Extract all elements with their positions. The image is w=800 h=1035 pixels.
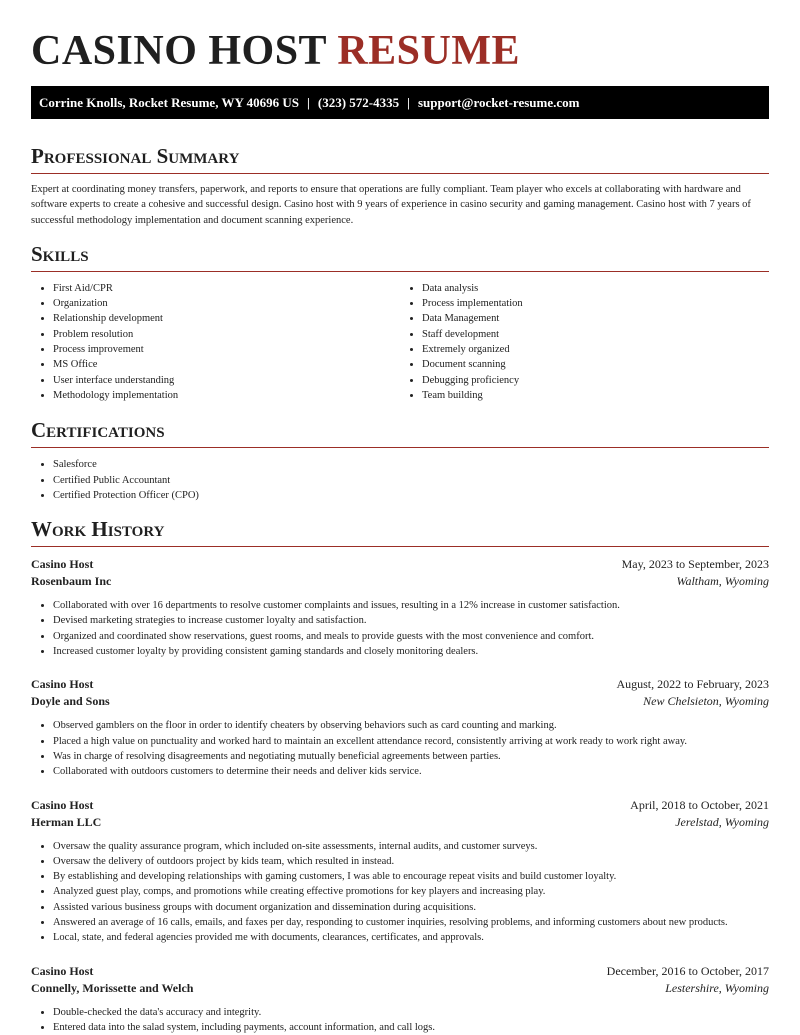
job-bullets xyxy=(31,839,769,946)
resume-title xyxy=(31,0,769,74)
job-title: Casino Host xyxy=(31,677,94,692)
job-dates: April, 2018 to October, 2021 xyxy=(630,797,769,812)
job-location: Waltham, Wyoming xyxy=(676,574,769,589)
job-bullets xyxy=(31,718,769,779)
job-company: Rosenbaum Inc xyxy=(31,574,112,589)
skills-heading: Skills xyxy=(31,241,769,272)
job-entry xyxy=(31,963,769,1035)
skill-item: • Data analysis xyxy=(422,281,769,296)
contact-email: support@rocket-resume.com xyxy=(418,94,580,110)
skill-item: • Extremely organized xyxy=(422,342,769,357)
skill-item: • Document scanning xyxy=(422,357,769,372)
work-history-heading: Work History xyxy=(31,516,769,547)
skill-item: • Relationship development xyxy=(53,311,400,326)
skill-item: • Methodology implementation xyxy=(53,388,400,403)
certification-item: • Certified Public Accountant xyxy=(53,473,769,488)
skill-item: • Process improvement xyxy=(53,342,400,357)
job-bullet: • Collaborated with over 16 departments to resolve customer complaints and issues, resulting in a 12% increase in customer satisfaction. xyxy=(53,598,769,613)
job-bullets xyxy=(31,598,769,659)
job-company-row xyxy=(31,693,769,710)
skill-item: • Team building xyxy=(422,388,769,403)
job-bullet: • Oversaw the quality assurance program, which included on-site assessments, internal audits, and customer surveys. xyxy=(53,839,769,854)
job-company-row xyxy=(31,573,769,590)
job-dates: August, 2022 to February, 2023 xyxy=(616,677,769,692)
skill-item: • Problem resolution xyxy=(53,327,400,342)
job-bullet: • Entered data into the salad system, including payments, account information, and call logs. xyxy=(53,1020,769,1035)
contact-phone: (323) 572-4335 xyxy=(317,94,400,110)
job-header-row xyxy=(31,556,769,573)
job-bullet: • Assisted various business groups with document organization and dissemination during acquisitions. xyxy=(53,900,769,915)
job-bullet: • Collaborated with outdoors customers to determine their needs and deliver kids service. xyxy=(53,764,769,779)
job-bullet: • Placed a high value on punctuality and worked hard to maintain an excellent attendance record, consistently arriving at work ready to work right away. xyxy=(53,734,769,749)
job-bullet: • Increased customer loyalty by providing consistent gaming standards and closely monitoring dealers. xyxy=(53,644,769,659)
job-company-row xyxy=(31,980,769,997)
summary-text: Expert at coordinating money transfers, paperwork, and reports to ensure that operations are fully compliant. Team player who excels at collaborating with hardware and software experts to create a cohesive and successful design. Casino host with 9 years of experience in casino security and gaming management. Casino host with 7 years of successful methodology implementation and document scanning experience. xyxy=(31,184,751,226)
job-company: Connelly, Morissette and Welch xyxy=(31,980,194,995)
skill-item: • User interface understanding xyxy=(53,373,400,388)
job-bullet: • Observed gamblers on the floor in order to identify cheaters by observing behaviors such as card counting and marking. xyxy=(53,718,769,733)
certification-item: • Certified Protection Officer (CPO) xyxy=(53,488,769,503)
contact-separator: | xyxy=(407,94,410,110)
skill-item: • Data Management xyxy=(422,311,769,326)
summary-heading: Professional Summary xyxy=(31,143,769,174)
job-location: Lestershire, Wyoming xyxy=(665,980,769,995)
skills-columns xyxy=(31,281,769,403)
job-bullet: • Was in charge of resolving disagreements and negotiating mutually beneficial agreements between parties. xyxy=(53,749,769,764)
job-entry xyxy=(31,797,769,946)
skills-list-left xyxy=(31,281,400,403)
job-bullet: • Devised marketing strategies to increase customer loyalty and satisfaction. xyxy=(53,613,769,628)
job-title: Casino Host xyxy=(31,557,94,572)
job-header-row xyxy=(31,676,769,693)
certifications-heading: Certifications xyxy=(31,417,769,448)
skill-item: • Organization xyxy=(53,296,400,311)
skills-list-right xyxy=(400,281,769,403)
skill-item: • Staff development xyxy=(422,327,769,342)
job-dates: December, 2016 to October, 2017 xyxy=(606,963,769,978)
job-bullet: • By establishing and developing relationships with gaming customers, I was able to encourage repeat visits and build customer loyalty. xyxy=(53,869,769,884)
job-company: Doyle and Sons xyxy=(31,694,110,709)
job-dates: May, 2023 to September, 2023 xyxy=(621,557,769,572)
job-location: Jerelstad, Wyoming xyxy=(675,814,769,829)
skill-item: • Debugging proficiency xyxy=(422,373,769,388)
job-bullet: • Analyzed guest play, comps, and promotions while creating effective promotions for key players and increasing play. xyxy=(53,884,769,899)
skill-item: • Process implementation xyxy=(422,296,769,311)
title-main: CASINO HOST xyxy=(31,28,327,74)
job-header-row xyxy=(31,797,769,814)
job-company-row xyxy=(31,814,769,831)
job-bullet: • Organized and coordinated show reservations, guest rooms, and meals to provide guests with the most convenience and comfort. xyxy=(53,629,769,644)
job-header-row xyxy=(31,963,769,980)
title-accent: RESUME xyxy=(337,28,521,74)
job-title: Casino Host xyxy=(31,963,94,978)
certifications-list xyxy=(31,457,769,503)
certification-item: • Salesforce xyxy=(53,457,769,472)
job-bullets xyxy=(31,1005,769,1035)
skill-item: • MS Office xyxy=(53,357,400,372)
contact-separator: | xyxy=(307,94,310,110)
job-entry xyxy=(31,676,769,779)
contact-address: Corrine Knolls, Rocket Resume, WY 40696 US xyxy=(39,94,299,110)
job-bullet: • Double-checked the data's accuracy and integrity. xyxy=(53,1005,769,1020)
job-location: New Chelsieton, Wyoming xyxy=(643,694,769,709)
skill-item: • First Aid/CPR xyxy=(53,281,400,296)
contact-bar xyxy=(31,86,769,119)
job-entry xyxy=(31,556,769,659)
job-bullet: • Answered an average of 16 calls, emails, and faxes per day, responding to customer inquiries, resolving problems, and informing customers about new products. xyxy=(53,915,769,930)
job-title: Casino Host xyxy=(31,797,94,812)
job-bullet: • Oversaw the delivery of outdoors project by kids team, which resulted in instead. xyxy=(53,854,769,869)
job-bullet: • Local, state, and federal agencies provided me with documents, clearances, certificates, and approvals. xyxy=(53,930,769,945)
job-company: Herman LLC xyxy=(31,814,102,829)
